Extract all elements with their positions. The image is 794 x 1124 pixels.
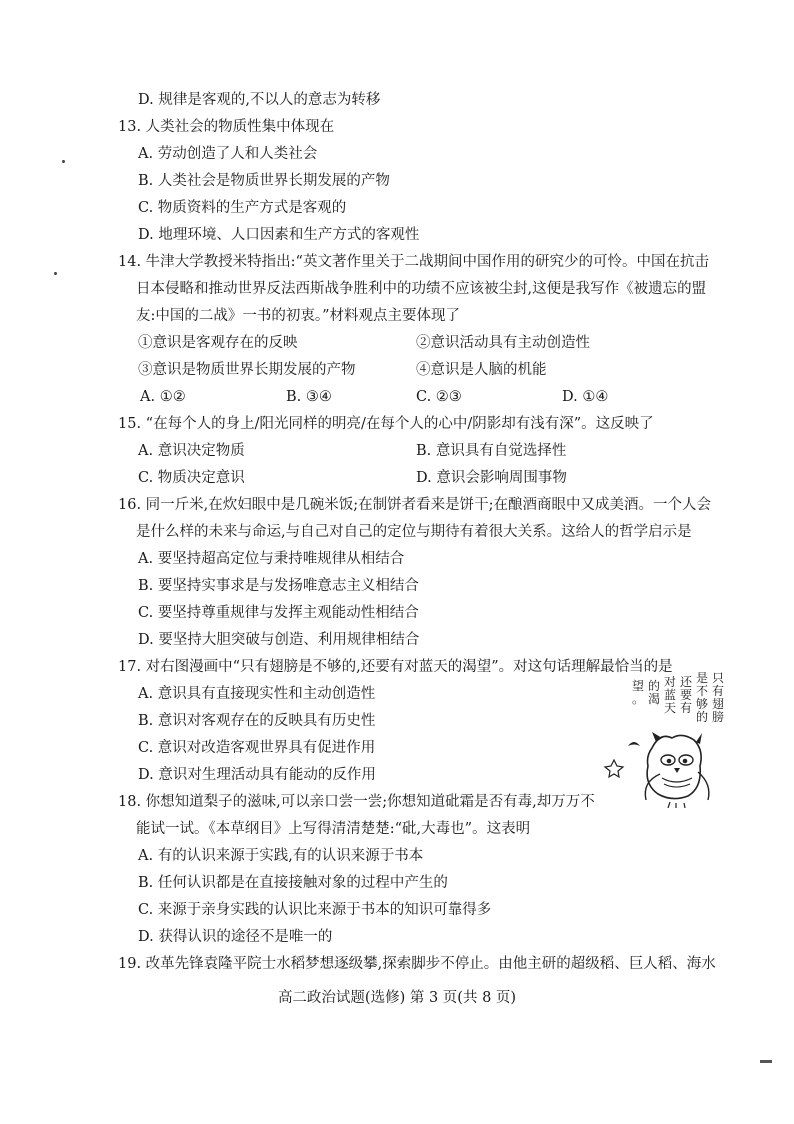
scan-speck bbox=[62, 160, 65, 163]
q18-stem-line2: 能试一试。《本草纲目》上写得清清楚楚:“砒,大毒也”。这表明 bbox=[136, 821, 531, 837]
owl-body bbox=[645, 732, 709, 808]
q16-option-d: D. 要坚持大胆突破与创造、利用规律相结合 bbox=[138, 632, 420, 648]
q12-option-d: D. 规律是客观的,不以人的意志为转移 bbox=[138, 92, 381, 108]
q17-stem: 17. 对右图漫画中“只有翅膀是不够的,还要有对蓝天的渴望”。对这句话理解最恰当的是 bbox=[118, 659, 673, 675]
q14-statement-3: ③意识是物质世界长期发展的产物 bbox=[138, 362, 356, 378]
q13-option-d: D. 地理环境、人口因素和生产方式的客观性 bbox=[138, 227, 420, 243]
cartoon-caption-col-5: 的渴 bbox=[648, 679, 661, 706]
q17-option-b: B. 意识对客观存在的反映具有历史性 bbox=[138, 713, 376, 729]
q13-option-c: C. 物质资料的生产方式是客观的 bbox=[138, 200, 347, 216]
moon-icon bbox=[628, 742, 640, 746]
q16-option-c: C. 要坚持尊重规律与发挥主观能动性相结合 bbox=[138, 605, 419, 621]
cartoon-caption-col-1: 只有翅膀 bbox=[712, 671, 725, 724]
scan-speck bbox=[54, 272, 57, 275]
q16-stem-line2: 是什么样的未来与命运,与自己对自己的定位与期待有着很大关系。这给人的哲学启示是 bbox=[136, 524, 692, 540]
q18-option-c: C. 来源于亲身实践的认识比来源于书本的知识可靠得多 bbox=[138, 902, 492, 918]
q18-option-b: B. 任何认识都是在直接接触对象的过程中产生的 bbox=[138, 875, 448, 891]
q17-option-d: D. 意识对生理活动具有能动的反作用 bbox=[138, 767, 376, 783]
q15-option-b: B. 意识具有自觉选择性 bbox=[416, 443, 567, 459]
q14-stem-line2: 日本侵略和推动世界反法西斯战争胜利中的功绩不应该被尘封,这便是我写作《被遗忘的盟 bbox=[136, 281, 707, 297]
q16-option-b: B. 要坚持实事求是与发扬唯意志主义相结合 bbox=[138, 578, 419, 594]
q18-option-a: A. 有的认识来源于实践,有的认识来源于书本 bbox=[138, 848, 424, 864]
q17-option-a: A. 意识具有直接现实性和主动创造性 bbox=[138, 686, 376, 702]
owl-illustration bbox=[600, 668, 730, 808]
scan-edge-mark bbox=[760, 1060, 772, 1063]
q13-stem: 13. 人类社会的物质性集中体现在 bbox=[118, 119, 335, 135]
q18-stem-line1: 18. 你想知道梨子的滋味,可以亲口尝一尝;你想知道砒霜是否有毒,却万万不 bbox=[118, 794, 595, 810]
cartoon-caption-col-2: 是不够的 bbox=[696, 671, 709, 724]
q17-option-c: C. 意识对改造客观世界具有促进作用 bbox=[138, 740, 376, 756]
q14-option-a: A. ①② bbox=[140, 389, 186, 405]
q19-stem: 19. 改革先锋袁隆平院士水稻梦想逐级攀,探索脚步不停止。由他主研的超级稻、巨人稻、海水 bbox=[118, 956, 716, 972]
cartoon-caption-col-3: 还要有 bbox=[680, 675, 693, 715]
q14-option-c: C. ②③ bbox=[416, 389, 462, 405]
q14-statement-4: ④意识是人脑的机能 bbox=[416, 362, 547, 378]
q14-option-b: B. ③④ bbox=[286, 389, 332, 405]
q14-option-d: D. ①④ bbox=[562, 389, 609, 405]
cartoon-caption-col-4: 对蓝天 bbox=[664, 675, 677, 715]
q14-statement-1: ①意识是客观存在的反映 bbox=[138, 335, 298, 351]
q15-stem: 15. “在每个人的身上/阳光同样的明亮/在每个人的心中/阴影却有浅有深”。这反映了 bbox=[118, 416, 654, 432]
q13-option-a: A. 劳动创造了人和人类社会 bbox=[138, 146, 318, 162]
q14-stem-line1: 14. 牛津大学教授米特指出:“英文著作里关于二战期间中国作用的研究少的可怜。中国在抗击 bbox=[118, 254, 709, 270]
q16-option-a: A. 要坚持超高定位与秉持唯规律从相结合 bbox=[138, 551, 405, 567]
q15-option-a: A. 意识决定物质 bbox=[138, 443, 245, 459]
q14-statement-2: ②意识活动具有主动创造性 bbox=[416, 335, 590, 351]
q16-stem-line1: 16. 同一斤米,在炊妇眼中是几碗米饭;在制饼者看来是饼干;在酿酒商眼中又成美酒。一个人会 bbox=[118, 497, 712, 513]
cartoon-caption-col-6: 望。 bbox=[632, 679, 645, 706]
q18-option-d: D. 获得认识的途径不是唯一的 bbox=[138, 929, 333, 945]
owl-cartoon-icon bbox=[600, 668, 730, 808]
page-footer: 高二政治试题(选修) 第 3 页(共 8 页) bbox=[277, 990, 517, 1006]
q15-option-d: D. 意识会影响周围事物 bbox=[416, 470, 567, 486]
star-icon bbox=[605, 760, 623, 777]
q15-option-c: C. 物质决定意识 bbox=[138, 470, 245, 486]
q13-option-b: B. 人类社会是物质世界长期发展的产物 bbox=[138, 173, 390, 189]
q14-stem-line3: 友:中国的二战》一书的初衷。”材料观点主要体现了 bbox=[136, 308, 461, 324]
